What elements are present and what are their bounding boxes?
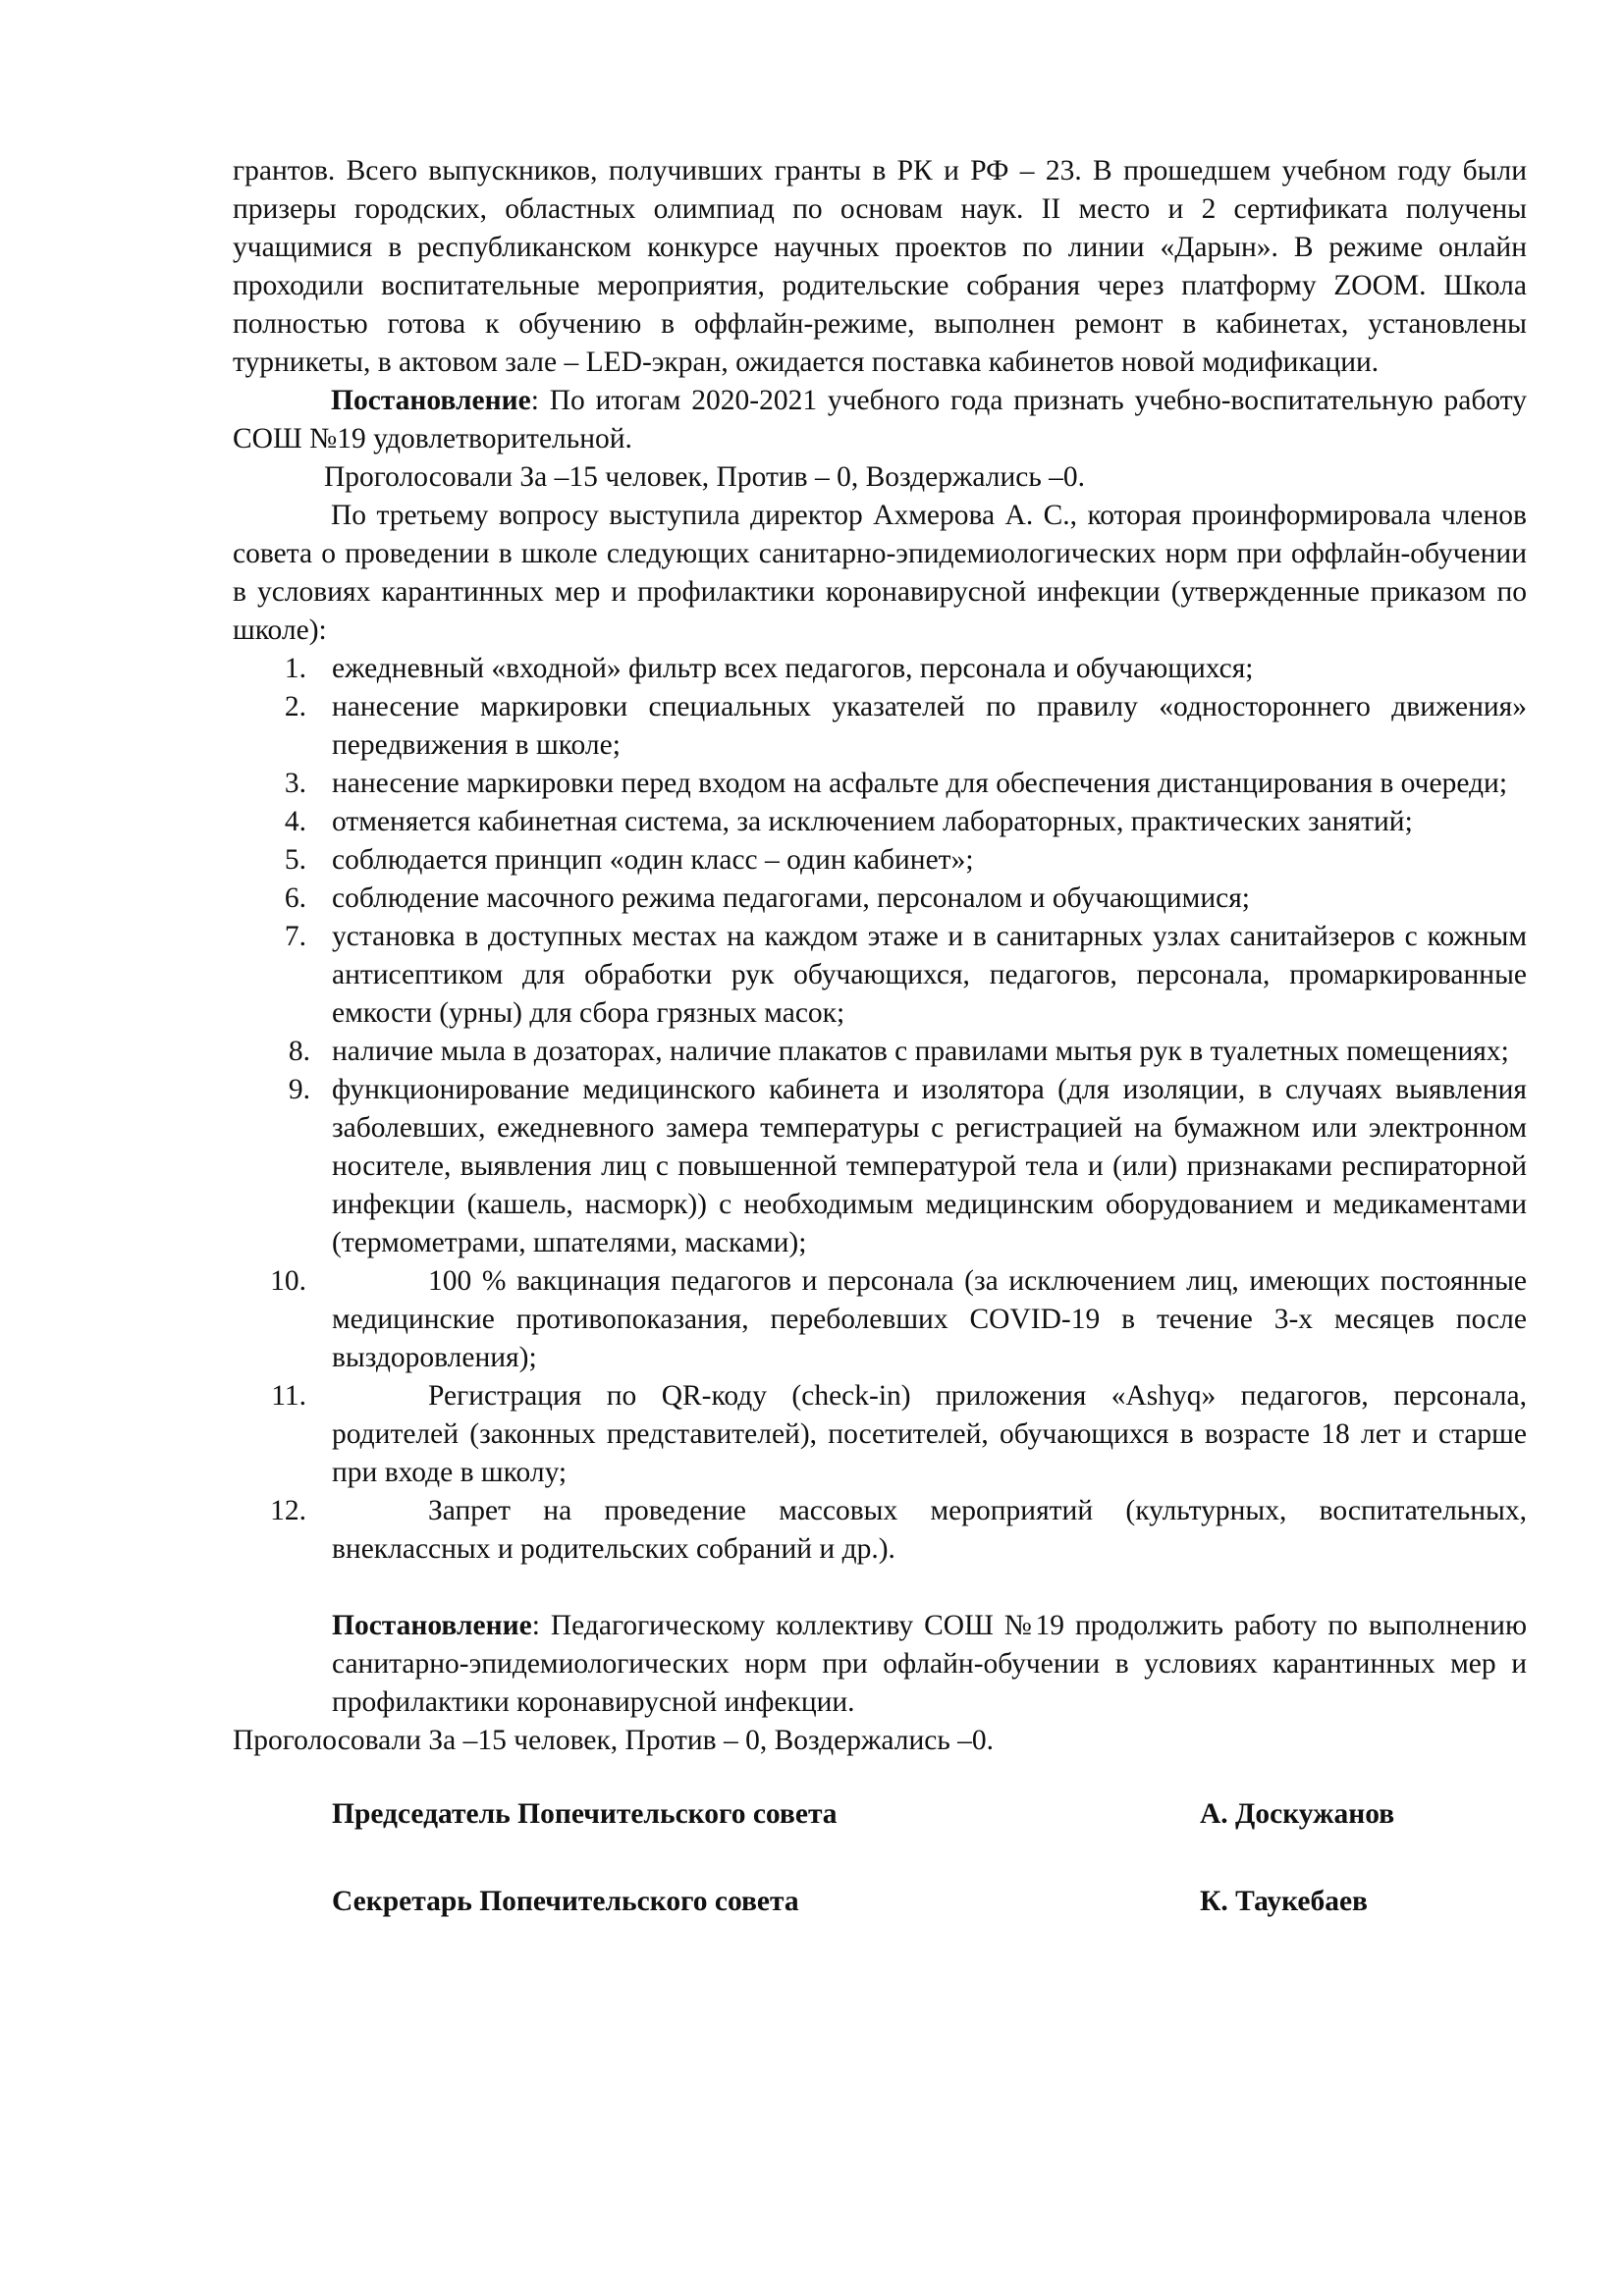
list-item-number: 1. — [284, 653, 306, 684]
resolution-2-label: Постановление — [332, 1610, 532, 1641]
list-item — [233, 765, 1527, 803]
signature-name: К. Таукебаев — [1200, 1886, 1368, 1917]
list-item-number: 12. — [270, 1495, 306, 1526]
list-item — [233, 841, 1527, 880]
list-item-text: наличие мыла в дозаторах, наличие плакатов с правилами мытья рук в туалетных помещениях; — [332, 1036, 1509, 1067]
list-item — [233, 803, 1527, 841]
list-item-text: ежедневный «входной» фильтр всех педагогов, персонала и обучающихся; — [332, 653, 1254, 684]
list-item-text: нанесение маркировки специальных указателей по правилу «одностороннего движения» передвижения в школе; — [332, 691, 1527, 761]
list-item-text: нанесение маркировки перед входом на асфальте для обеспечения дистанцирования в очереди; — [332, 768, 1508, 799]
vote-1: Проголосовали За –15 человек, Против – 0, Воздержались –0. — [324, 461, 1086, 493]
list-item-text: соблюдается принцип «один класс – один кабинет»; — [332, 844, 974, 876]
list-item — [233, 1377, 1527, 1492]
resolution-1-text: : По итогам 2020-2021 учебного года признать учебно-воспитательную работу СОШ №19 удовлетворительной. — [233, 385, 1527, 454]
list-item — [233, 1492, 1527, 1569]
paragraph-third-question: По третьему вопросу выступила директор Ахмерова А. С., которая проинформировала членов совета о проведении в школе следующих санитарно-эпидемиологических норм при оффлайн-обучении в условиях карантинных мер и профилактики коронавирусной инфекции (утвержденные приказом по школе): — [233, 500, 1527, 646]
list-item-text: Запрет на проведение массовых мероприятий (культурных, воспитательных, внеклассных и родительских собраний и др.). — [332, 1495, 1527, 1565]
list-item-number: 3. — [284, 768, 306, 799]
list-item-number: 2. — [284, 691, 306, 722]
list-item — [233, 918, 1527, 1033]
list-item-number: 11. — [271, 1380, 306, 1412]
list-item-number: 6. — [284, 882, 306, 914]
list-item-number: 9. — [288, 1074, 310, 1105]
list-item-number: 4. — [284, 806, 306, 837]
resolution-2 — [233, 1607, 1527, 1722]
list-item — [233, 1033, 1527, 1071]
list-item-text: функционирование медицинского кабинета и изолятора (для изоляции, в случаях выявления заболевших, ежедневного замера температуры с регистрацией на бумажном или электронном носителе, выявления лиц с повышенной температурой тела и (или) признаками респираторной инфекции (кашель, насморк)) с необходимым медицинским оборудованием и медикаментами (термометрами, шпателями, масками); — [332, 1074, 1527, 1258]
signature-secretary — [233, 1883, 1527, 1921]
signature-role: Председатель Попечительского совета — [332, 1798, 838, 1830]
sanitary-norms-list — [233, 650, 1527, 1569]
document-page — [233, 152, 1527, 1921]
list-item — [233, 688, 1527, 765]
list-item-number: 5. — [284, 844, 306, 876]
list-item-text: 100 % вакцинация педагогов и персонала (за исключением лиц, имеющих постоянные медицинские противопоказания, переболевших COVID-19 в течение 3-х месяцев после выздоровления); — [332, 1265, 1527, 1373]
resolution-1-label: Постановление — [331, 385, 531, 416]
list-item-number: 7. — [284, 921, 306, 952]
list-item-text: отменяется кабинетная система, за исключением лабораторных, практических занятий; — [332, 806, 1413, 837]
signature-name: А. Доскужанов — [1200, 1798, 1395, 1830]
list-item-text: соблюдение масочного режима педагогами, персоналом и обучающимися; — [332, 882, 1250, 914]
list-item — [233, 1071, 1527, 1262]
list-item-text: Регистрация по QR-коду (check-in) приложения «Ashyq» педагогов, персонала, родителей (законных представителей), посетителей, обучающихся в возрасте 18 лет и старше при входе в школу; — [332, 1380, 1527, 1488]
list-item — [233, 880, 1527, 918]
resolution-1 — [233, 382, 1527, 458]
vote-2: Проголосовали За –15 человек, Против – 0, Воздержались –0. — [233, 1725, 995, 1756]
list-item-number: 8. — [288, 1036, 310, 1067]
list-item-text: установка в доступных местах на каждом этаже и в санитарных узлах санитайзеров с кожным антисептиком для обработки рук обучающихся, педагогов, персонала, промаркированные емкости (урны) для сбора грязных масок; — [332, 921, 1527, 1029]
paragraph-grants: грантов. Всего выпускников, получивших гранты в РК и РФ – 23. В прошедшем учебном году были призеры городских, областных олимпиад по основам наук. II место и 2 сертификата получены учащимися в республиканском конкурсе научных проектов по линии «Дарын». В режиме онлайн проходили воспитательные мероприятия, родительские собрания через платформу ZOOM. Школа полностью готова к обучению в оффлайн-режиме, выполнен ремонт в кабинетах, установлены турникеты, в актовом зале – LED-экран, ожидается поставка кабинетов новой модификации. — [233, 155, 1527, 378]
signature-block — [233, 1795, 1527, 1921]
resolution-2-text: : Педагогическому коллективу СОШ №19 продолжить работу по выполнению санитарно-эпидемиологических норм при офлайн-обучении в условиях карантинных мер и профилактики коронавирусной инфекции. — [332, 1610, 1527, 1718]
signature-chairman — [233, 1795, 1527, 1834]
list-item-number: 10. — [270, 1265, 306, 1297]
signature-role: Секретарь Попечительского совета — [332, 1886, 799, 1917]
list-item — [233, 650, 1527, 688]
list-item — [233, 1262, 1527, 1377]
